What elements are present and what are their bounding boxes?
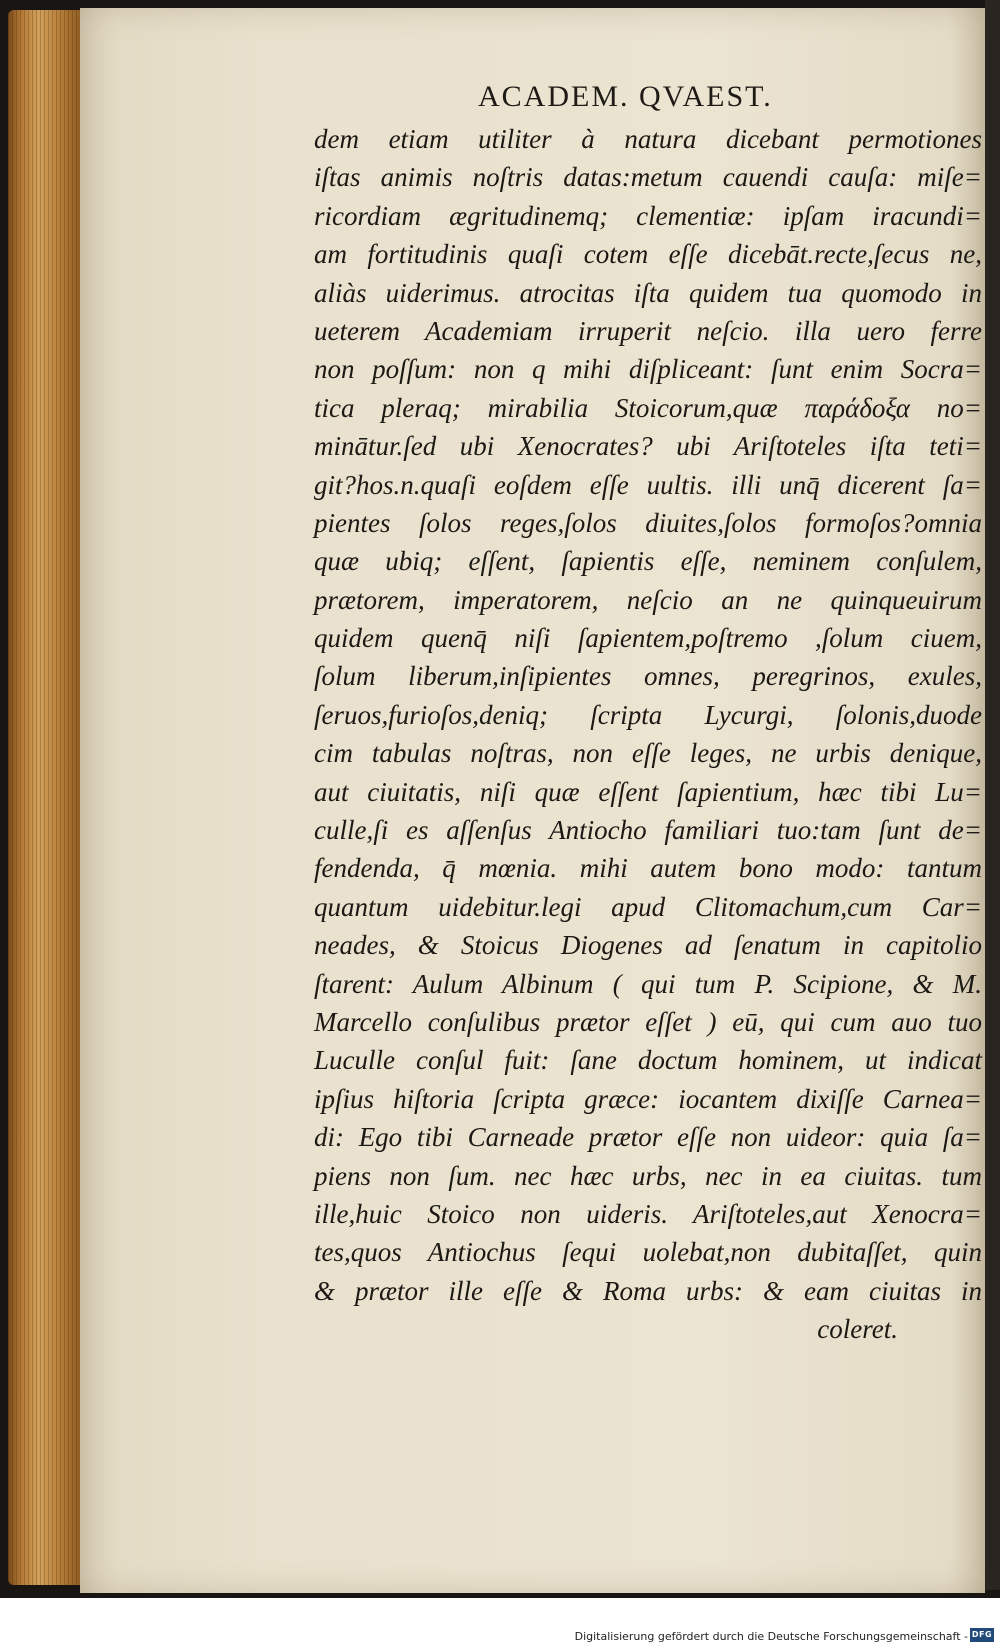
text-line: culle,ſi es aſſenſus Antiocho familiari tuo:tam ſunt de= [314, 815, 982, 846]
text-line: ille,huic Stoico non uideris. Ariſtoteles,aut Xenocra= [314, 1198, 982, 1229]
text-line: ſeruos,furioſos,deniq; ſcripta Lycurgi, ſolonis,duode [314, 699, 982, 730]
text-line: dem etiam utiliter à natura dicebant permotiones [314, 124, 982, 154]
text-line: quæ ubiq; eſſent, ſapientis eſſe, neminem conſulem, [314, 546, 982, 577]
text-line: git?hos.n.quaſi eoſdem eſſe uultis. illi unq̄ dicerent ſa= [314, 469, 982, 500]
text-line: ſolum liberum,inſipientes omnes, peregrinos, exules, [314, 661, 982, 692]
text-line: minātur.ſed ubi Xenocrates? ubi Ariſtoteles iſta teti= [314, 431, 982, 462]
text-line: fendenda, q̄ mœnia. mihi autem bono modo: tantum [314, 853, 982, 884]
text-line: di: Ego tibi Carneade prætor eſſe non uideor: quia ſa= [314, 1122, 982, 1153]
scan-right-margin [985, 0, 1000, 1590]
body-text [314, 120, 982, 1349]
text-line: ſtarent: Aulum Albinum ( qui tum P. Scipione, & M. [314, 968, 982, 999]
text-line: aut ciuitatis, niſi quæ eſſent ſapientium, hæc tibi Lu= [314, 776, 982, 807]
text-line: piens non ſum. nec hæc urbs, nec in ea ciuitas. tum [314, 1160, 982, 1191]
book-fore-edge [8, 10, 84, 1585]
text-line: Luculle conſul fuit: ſane doctum hominem, ut indicat [314, 1045, 982, 1076]
text-line: quantum uidebitur.legi apud Clitomachum,cum Car= [314, 891, 982, 922]
running-head: ACADEM. QVAEST. [478, 80, 773, 113]
text-line: cim tabulas noſtras, non eſſe leges, ne urbis denique, [314, 738, 982, 769]
text-line: ipſius hiſtoria ſcripta græce: iocantem dixiſſe Carnea= [314, 1083, 982, 1114]
text-line: & prætor ille eſſe & Roma urbs: & eam ciuitas in [314, 1275, 982, 1306]
text-line: am fortitudinis quaſi cotem eſſe dicebāt.recte,ſecus ne, [314, 239, 982, 270]
text-line: non poſſum: non q mihi diſpliceant: ſunt enim Socra= [314, 354, 982, 385]
dfg-logo-icon: DFG [970, 1628, 994, 1642]
text-line: tes,quos Antiochus ſequi uolebat,non dubitaſſet, quin [314, 1237, 982, 1268]
text-line: prætorem, imperatorem, neſcio an ne quinqueuirum [314, 584, 982, 615]
text-line: quidem quenq̄ niſi ſapientem,poſtremo ,ſolum ciuem, [314, 623, 982, 654]
text-line: tica pleraq; mirabilia Stoicorum,quæ παράδοξα no= [314, 392, 982, 423]
footer-credit: Digitalisierung gefördert durch die Deutsche Forschungsgemeinschaft - [574, 1630, 968, 1643]
text-line: pientes ſolos reges,ſolos diuites,ſolos formoſos?omnia [314, 507, 982, 538]
text-line: aliàs uiderimus. atrocitas iſta quidem tua quomodo in [314, 277, 982, 308]
text-line: Marcello conſulibus prætor eſſet ) eū, qui cum auo tuo [314, 1006, 982, 1037]
text-line: coleret. [817, 1314, 898, 1345]
text-line: iſtas animis noſtris datas:metum cauendi cauſa: miſe= [314, 162, 982, 193]
text-line: ricordiam ægritudinemq; clementiæ: ipſam iracundi= [314, 200, 982, 231]
text-line: neades, & Stoicus Diogenes ad ſenatum in capitolio [314, 930, 982, 961]
text-line: ueterem Academiam irruperit neſcio. illa uero ferre [314, 315, 982, 346]
